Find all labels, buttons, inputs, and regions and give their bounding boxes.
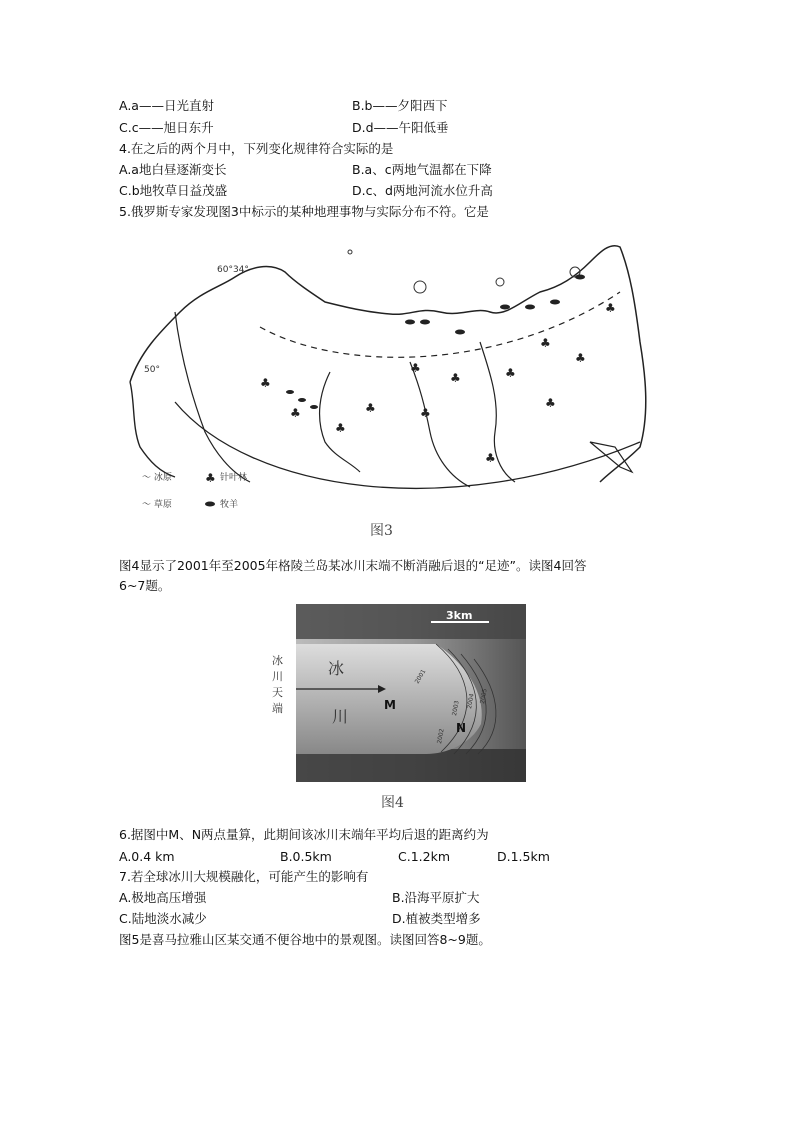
q3-option-c: C.c——旭日东升 [119, 120, 214, 135]
figure4-photo [266, 604, 526, 784]
tree-icon: ♣ [540, 336, 551, 350]
q6-option-d: D.1.5km [497, 849, 550, 864]
q7-stem: 7.若全球冰川大规模融化，可能产生的影响有 [119, 869, 369, 884]
legend-sheep-label: 牧羊 [220, 500, 239, 510]
fig5-intro: 图5是喜马拉雅山区某交通不便谷地中的景观图。读图回答8~9题。 [119, 932, 491, 947]
year-label: 2002 [436, 728, 446, 745]
q6-stem: 6.据图中M、N两点量算，此期间该冰川末端年平均后退的距离约为 [119, 827, 489, 842]
sheep-icon [420, 320, 430, 325]
label-m: M [384, 698, 396, 712]
figure3-caption: 图3 [370, 523, 393, 539]
island [414, 281, 426, 293]
inner-border-east [410, 362, 470, 487]
tree-icon: ♣ [420, 406, 431, 420]
tree-icon: ♣ [410, 361, 421, 375]
sheep-icon [298, 398, 306, 402]
side-text-2: 川 [272, 670, 283, 683]
sheep-icon [310, 405, 318, 409]
tree-icon: ♣ [485, 451, 496, 465]
west-border-path [130, 382, 175, 477]
q4-option-a: A.a地白昼逐渐变长 [119, 162, 227, 177]
coastline-path [130, 246, 646, 482]
tree-icon: ♣ [335, 421, 346, 435]
year-label: 2005 [479, 688, 489, 705]
year-label: 2003 [451, 700, 461, 717]
legend-sheep-icon [205, 502, 215, 507]
sheep-icon [405, 320, 415, 325]
sheep-icon [550, 300, 560, 305]
fig4-intro-line2: 6~7题。 [119, 578, 171, 593]
q4-option-d: D.c、d两地河流水位升高 [352, 183, 493, 198]
island [496, 278, 504, 286]
legend-row2: ～ 草原 [142, 500, 172, 510]
tree-icon: ♣ [575, 351, 586, 365]
figure3-map [120, 232, 650, 532]
tree-icon: ♣ [365, 401, 376, 415]
tree-icon: ♣ [290, 406, 301, 420]
legend-tree-label: 针叶林 [220, 473, 248, 483]
fig4-intro-line1: 图4显示了2001年至2005年格陵兰岛某冰川末端不断消融后退的“足迹”。读图4回答 [119, 558, 587, 573]
lat-label-50: 50° [144, 365, 160, 375]
q4-stem: 4.在之后的两个月中，下列变化规律符合实际的是 [119, 141, 394, 156]
scale-label: 3km [446, 609, 473, 622]
q7-option-c: C.陆地淡水减少 [119, 911, 207, 926]
q7-option-d: D.植被类型增多 [392, 911, 481, 926]
year-label: 2004 [466, 693, 476, 710]
label-ice: 冰 [328, 659, 345, 678]
legend-row1: ～ 冰原 [142, 473, 172, 483]
side-text-1: 冰 [272, 654, 283, 667]
label-n: N [456, 721, 467, 735]
q3-option-a: A.a——日光直射 [119, 98, 214, 113]
lat-label-60: 60°34° [217, 265, 249, 275]
q7-option-b: B.沿海平原扩大 [392, 890, 480, 905]
figure4-caption: 图4 [381, 795, 404, 811]
q6-option-b: B.0.5km [280, 849, 332, 864]
conifer-symbols [260, 301, 616, 465]
tree-icon: ♣ [505, 366, 516, 380]
q3-option-b: B.b——夕阳西下 [352, 98, 448, 113]
side-text-4: 端 [272, 702, 283, 715]
tree-icon: ♣ [450, 371, 461, 385]
tree-icon: ♣ [260, 376, 271, 390]
q6-option-c: C.1.2km [398, 849, 450, 864]
sheep-icon [500, 305, 510, 310]
q3-option-d: D.d——午阳低垂 [352, 120, 449, 135]
sheep-icon [525, 305, 535, 310]
russia-map-svg [120, 232, 650, 532]
tree-icon: ♣ [605, 301, 616, 315]
inner-border-west [175, 312, 250, 482]
q7-option-a: A.极地高压增强 [119, 890, 207, 905]
glacier-photo-svg [266, 604, 526, 784]
kamchatka-path [590, 442, 632, 472]
legend-tree-icon: ♣ [205, 471, 216, 485]
sheep-icon [455, 330, 465, 335]
side-text-3: 天 [272, 686, 283, 699]
map-legend [142, 471, 247, 510]
q6-option-a: A.0.4 km [119, 849, 175, 864]
tree-icon: ♣ [545, 396, 556, 410]
label-chuan: 川 [332, 707, 349, 726]
year-label: 2001 [413, 668, 428, 685]
q5-stem: 5.俄罗斯专家发现图3中标示的某种地理事物与实际分布不符。它是 [119, 204, 489, 219]
island [348, 250, 352, 254]
q4-option-c: C.b地牧草日益茂盛 [119, 183, 228, 198]
sheep-icon [575, 275, 585, 280]
top-rocks [296, 604, 526, 639]
q4-option-b: B.a、c两地气温都在下降 [352, 162, 492, 177]
arctic-circle-dashed [260, 292, 620, 357]
sheep-icon [286, 390, 294, 394]
